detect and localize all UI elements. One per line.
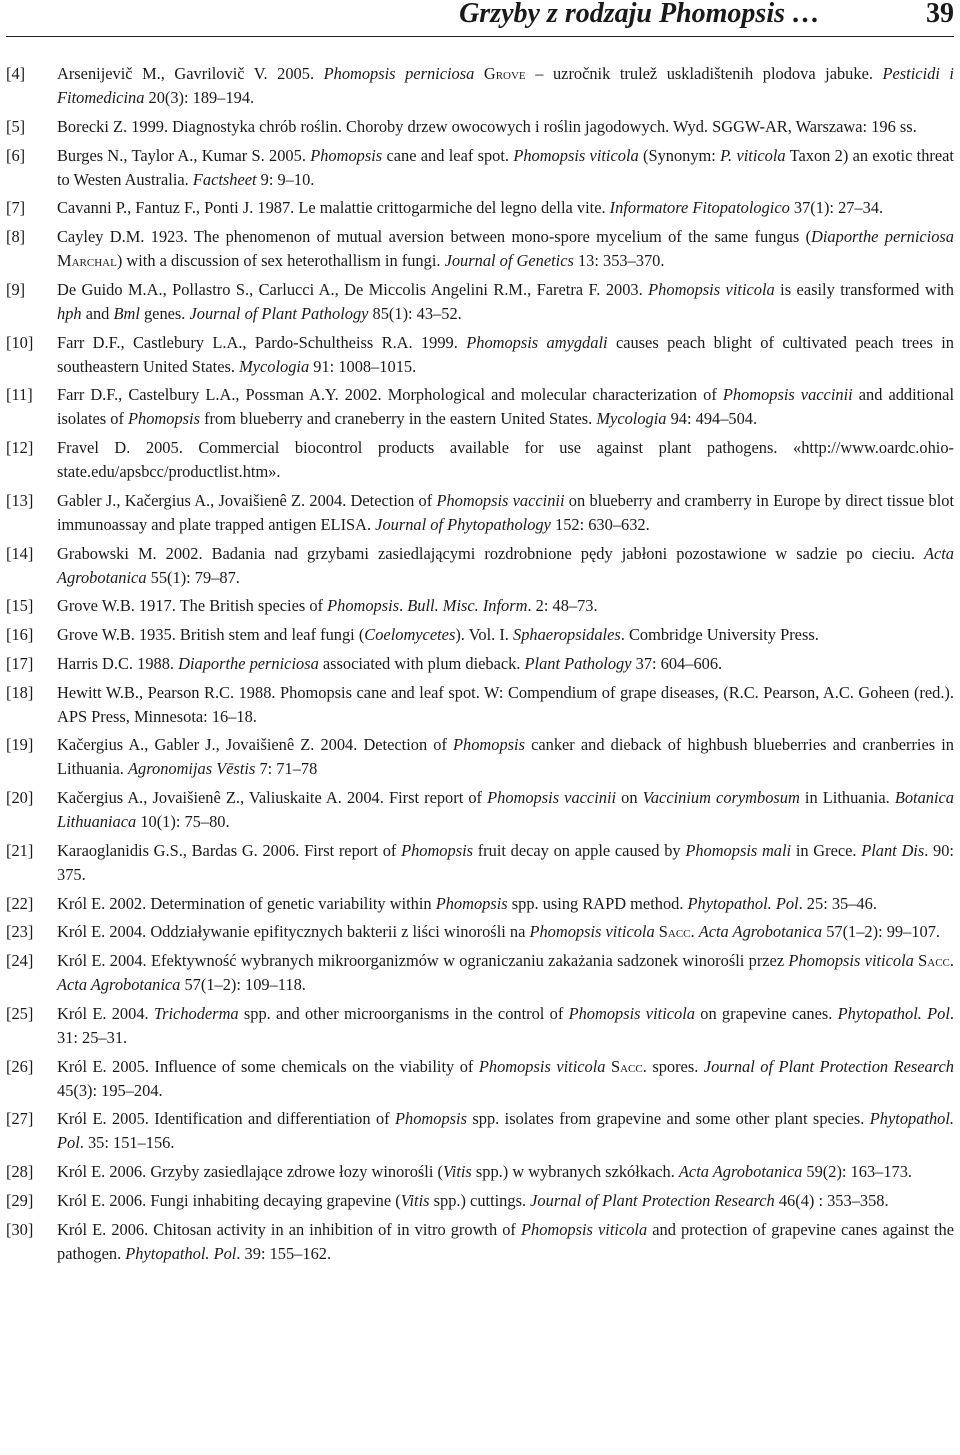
- header-rule: [6, 36, 954, 37]
- text-run: 20(3): 189–194.: [144, 88, 255, 107]
- italic-text: Journal of Plant Protection Research: [703, 1056, 954, 1076]
- italic-text: Phytopathol. Pol: [125, 1243, 237, 1263]
- reference-text: [57, 280, 954, 323]
- text-run: 13: 353–370.: [573, 251, 665, 270]
- italic-text: Acta Agrobotanica: [698, 922, 823, 942]
- text-run: in Lithuania.: [799, 788, 895, 807]
- italic-text: Phomopsis amygdali: [466, 332, 608, 352]
- italic-text: Vitis: [442, 1162, 472, 1181]
- text-run: Kačergius A., Jovaišienê Z., Valiuskaite A. 2004. First report of: [57, 788, 488, 807]
- text-run: 94: 494–504.: [666, 409, 758, 429]
- text-run: Burges N., Taylor A., Kumar S. 2005.: [57, 145, 311, 165]
- italic-text: Phomopsis viticola: [788, 951, 914, 970]
- italic-text: Acta Agrobotanica: [678, 1162, 803, 1181]
- text-run: 59(2): 163–173.: [802, 1162, 913, 1181]
- text-run: Król E. 2006. Fungi inhabiting decaying grapevine (: [57, 1190, 401, 1210]
- italic-text: Phytopathol. Pol: [837, 1003, 950, 1023]
- reference-number: [29]: [6, 1190, 34, 1210]
- text-run: associated with plum dieback.: [318, 653, 525, 673]
- text-run: spp. using RAPD method.: [507, 893, 688, 913]
- reference-item: [6, 1055, 954, 1103]
- text-run: .: [690, 922, 699, 942]
- italic-text: Phomopsis viticola: [529, 922, 655, 942]
- text-run: Król E. 2004.: [57, 1003, 154, 1023]
- reference-item: [6, 920, 954, 944]
- text-run: Grove W.B. 1935. British stem and leaf fungi (: [57, 625, 365, 644]
- text-run: spp.) w wybranych szkółkach.: [471, 1162, 679, 1181]
- text-run: . 39: 155–162.: [236, 1243, 332, 1263]
- reference-item: [6, 225, 954, 273]
- text-run: .: [399, 596, 408, 616]
- italic-text: Phomopsis: [128, 409, 200, 429]
- text-run: Fravel D. 2005. Commercial biocontrol products available for use against plant pathogens. «http://www.oardc.ohio-state.edu/apsbcc/productlist.htm».: [57, 438, 954, 481]
- reference-item: [6, 542, 954, 590]
- text-run: 57(1–2): 99–107.: [822, 922, 941, 942]
- reference-number: [18]: [6, 682, 34, 702]
- text-run: 45(3): 195–204.: [57, 1080, 163, 1100]
- reference-item: [6, 196, 954, 220]
- reference-text: [57, 198, 883, 217]
- reference-item: [6, 839, 954, 887]
- italic-text: Phomopsis viticola: [648, 279, 775, 299]
- text-run: Farr D.F., Castelbury L.A., Possman A.Y. 2002. Morphological and molecular characterization of: [57, 385, 723, 405]
- reference-text: [57, 841, 954, 884]
- italic-text: Journal of Genetics: [444, 251, 574, 270]
- small-caps-text: Sacc: [658, 922, 691, 942]
- text-run: is easily transformed with: [774, 279, 954, 299]
- italic-text: Phomopsis: [435, 893, 508, 913]
- reference-text: [57, 894, 877, 913]
- italic-text: Diaporthe perniciosa: [178, 653, 319, 673]
- italic-text: Phomopsis: [395, 1109, 467, 1129]
- reference-text: [57, 491, 954, 534]
- reference-text: [57, 625, 819, 644]
- reference-number: [27]: [6, 1109, 34, 1129]
- text-run: in Grece.: [791, 840, 862, 860]
- reference-number: [7]: [6, 198, 26, 218]
- reference-item: [6, 1107, 954, 1155]
- reference-item: [6, 594, 954, 618]
- reference-number: [19]: [6, 735, 34, 755]
- text-run: 9: 9–10.: [256, 169, 315, 189]
- text-run: 46(4) : 353–358.: [774, 1190, 889, 1210]
- running-header: [0, 0, 960, 34]
- reference-item: [6, 733, 954, 781]
- text-run: cane and leaf spot.: [382, 145, 514, 165]
- text-run: Grabowski M. 2002. Badania nad grzybami zasiedlającymi rozdrobnione pędy jabłoni pozostawione w sadzie po cieciu.: [57, 543, 924, 563]
- italic-text: Phytopathol. Pol: [57, 1109, 954, 1153]
- text-run: spp. and other microorganisms in the control of: [238, 1003, 569, 1023]
- italic-text: Trichoderma: [153, 1003, 239, 1023]
- text-run: Król E. 2006. Chitosan activity in an inhibition of in vitro growth of: [57, 1219, 521, 1239]
- italic-text: Phomopsis vaccinii: [487, 788, 617, 807]
- reference-item: [6, 1189, 954, 1213]
- italic-text: Phomopsis viticola: [520, 1219, 648, 1239]
- text-run: 37(1): 27–34.: [789, 198, 884, 218]
- italic-text: Journal of Plant Pathology: [189, 303, 369, 323]
- text-run: . 35: 151–156.: [79, 1133, 175, 1153]
- italic-text: Vaccinium corymbosum: [642, 788, 800, 807]
- text-run: . spores.: [642, 1056, 704, 1076]
- italic-text: Bml: [113, 303, 140, 323]
- reference-number: [24]: [6, 951, 34, 970]
- text-run: .: [949, 951, 954, 970]
- italic-text: Factsheet: [192, 169, 257, 189]
- reference-text: [57, 922, 940, 941]
- reference-text: [57, 683, 954, 726]
- italic-text: hph: [57, 303, 82, 323]
- reference-text: [57, 1162, 912, 1181]
- text-run: Borecki Z. 1999. Diagnostyka chrób roślin. Choroby drzew owocowych i roślin jagodowych. Wyd. SGGW-AR, Warszawa: 196 ss.: [57, 116, 917, 136]
- italic-text: Agronomijas Vēstis: [128, 759, 256, 779]
- text-run: 91: 1008–1015.: [309, 356, 417, 376]
- italic-text: Acta Agrobotanica: [57, 543, 954, 587]
- italic-text: Mycologia: [239, 356, 310, 376]
- italic-text: Phomopsis viticola: [568, 1003, 695, 1023]
- italic-text: Phytopathol. Pol: [687, 893, 799, 913]
- reference-text: [57, 1191, 889, 1210]
- reference-item: [6, 652, 954, 676]
- text-run: Król E. 2004. Efektywność wybranych mikroorganizmów w ograniczaniu zakażania sadzonek winorośli przez: [57, 951, 789, 970]
- reference-item: [6, 278, 954, 326]
- reference-number: [22]: [6, 893, 34, 913]
- italic-text: Journal of Plant Protection Research: [530, 1190, 775, 1210]
- text-run: and additional isolates of: [57, 385, 954, 429]
- text-run: fruit decay on apple caused by: [473, 840, 686, 860]
- italic-text: Phomopsis: [401, 840, 474, 860]
- reference-item: [6, 436, 954, 484]
- reference-number: [11]: [6, 385, 33, 405]
- italic-text: Phomopsis: [310, 145, 383, 165]
- text-run: spp.) cuttings.: [429, 1190, 531, 1210]
- text-run: Król E. 2002. Determination of genetic variability within: [57, 893, 436, 913]
- reference-item: [6, 1218, 954, 1266]
- reference-item: [6, 115, 954, 139]
- text-run: Król E. 2004. Oddziaływanie epifitycznych bakterii z liści winorośli na: [57, 922, 530, 942]
- reference-number: [30]: [6, 1219, 34, 1239]
- reference-number: [6]: [6, 145, 26, 165]
- italic-text: Plant Pathology: [524, 653, 632, 673]
- text-run: canker and dieback of highbush blueberries and cranberries in Lithuania.: [57, 735, 954, 779]
- italic-text: Phomopsis: [453, 735, 525, 755]
- italic-text: Phomopsis vaccinii: [722, 385, 853, 405]
- page-number: 39: [926, 0, 954, 29]
- reference-text: [57, 438, 954, 481]
- text-run: genes.: [139, 303, 190, 323]
- italic-text: Pesticidi i Fitomedicina: [57, 64, 954, 107]
- reference-text: [57, 735, 954, 778]
- text-run: Cayley D.M. 1923. The phenomenon of mutual aversion between mono-spore mycelium of the same fungus (: [57, 227, 812, 246]
- reference-list: [6, 62, 954, 1270]
- text-run: De Guido M.A., Pollastro S., Carlucci A., De Miccolis Angelini R.M., Faretra F. 2003.: [57, 279, 649, 299]
- reference-number: [26]: [6, 1056, 34, 1076]
- reference-item: [6, 623, 954, 647]
- reference-text: [57, 227, 954, 270]
- italic-text: Informatore Fitopatologico: [609, 198, 790, 218]
- italic-text: Mycologia: [596, 409, 667, 429]
- italic-text: Acta Agrobotanica: [57, 975, 181, 994]
- text-run: spp. isolates from grapevine and some other plant species.: [466, 1109, 870, 1129]
- text-run: Król E. 2006. Grzyby zasiedlające zdrowe łozy winorośli (: [57, 1162, 443, 1181]
- reference-item: [6, 489, 954, 537]
- text-run: Kačergius A., Gabler J., Jovaišienê Z. 2004. Detection of: [57, 735, 454, 755]
- reference-item: [6, 786, 954, 834]
- reference-text: [57, 654, 722, 673]
- text-run: . 90: 375.: [57, 840, 954, 884]
- reference-number: [15]: [6, 596, 34, 616]
- reference-text: [57, 385, 954, 428]
- italic-text: Phomopsis viticola: [513, 145, 639, 165]
- text-run: Gabler J., Kačergius A., Jovaišienê Z. 2004. Detection of: [57, 490, 437, 510]
- reference-number: [23]: [6, 922, 34, 942]
- reference-text: [57, 117, 917, 136]
- text-run: Arsenijevič M., Gavrilovič V. 2005.: [57, 64, 324, 83]
- text-run: Cavanni P., Fantuz F., Ponti J. 1987. Le malattie crittogarmiche del legno della vite.: [57, 198, 610, 218]
- reference-text: [57, 951, 954, 994]
- text-run: on grapevine canes.: [694, 1003, 838, 1023]
- text-run: ). Vol. I.: [455, 625, 514, 644]
- text-run: from blueberry and craneberry in the eastern United States.: [199, 409, 597, 429]
- reference-number: [20]: [6, 788, 34, 807]
- text-run: . Combridge University Press.: [620, 625, 819, 644]
- text-run: . 31: 25–31.: [57, 1003, 955, 1047]
- reference-number: [14]: [6, 543, 34, 563]
- text-run: 55(1): 79–87.: [146, 567, 240, 587]
- text-run: (Synonym:: [638, 145, 721, 165]
- italic-text: Bull. Misc. Inform: [407, 596, 528, 616]
- reference-number: [5]: [6, 116, 26, 136]
- reference-item: [6, 949, 954, 997]
- text-run: 10(1): 75–80.: [136, 812, 230, 831]
- text-run: . 2: 48–73.: [527, 596, 598, 616]
- reference-item: [6, 1160, 954, 1184]
- text-run: causes peach blight of cultivated peach trees in southeastern United States.: [57, 332, 954, 376]
- text-run: 37: 604–606.: [631, 653, 723, 673]
- text-run: and protection of grapevine canes against the pathogen.: [57, 1219, 954, 1263]
- reference-number: [28]: [6, 1162, 34, 1181]
- reference-text: [57, 333, 954, 376]
- reference-text: [57, 1220, 954, 1263]
- text-run: – uzročnik trulež uskladištenih plodova jabuke.: [525, 64, 883, 83]
- italic-text: Phomopsis viticola: [478, 1056, 606, 1076]
- text-run: Karaoglanidis G.S., Bardas G. 2006. First report of: [57, 840, 402, 860]
- small-caps-text: Sacc: [610, 1056, 643, 1076]
- italic-text: Coelomycetes: [364, 625, 456, 644]
- text-run: and: [81, 303, 114, 323]
- reference-text: [57, 1109, 954, 1152]
- reference-number: [16]: [6, 625, 34, 644]
- reference-item: [6, 383, 954, 431]
- reference-number: [8]: [6, 227, 26, 246]
- text-run: 85(1): 43–52.: [368, 303, 462, 323]
- small-caps-text: Marchal: [57, 251, 117, 270]
- italic-text: Vitis: [400, 1190, 430, 1210]
- text-run: Farr D.F., Castlebury L.A., Pardo-Schultheiss R.A. 1999.: [57, 332, 467, 352]
- text-run: 7: 71–78: [255, 759, 318, 779]
- reference-text: [57, 596, 598, 615]
- text-run: Grove W.B. 1917. The British species of: [57, 596, 328, 616]
- text-run: Harris D.C. 1988.: [57, 653, 179, 673]
- italic-text: Plant Dis: [861, 840, 925, 860]
- italic-text: Diaporthe perniciosa: [811, 227, 954, 246]
- reference-item: [6, 62, 954, 110]
- text-run: on: [616, 788, 643, 807]
- text-run: on blueberry and cramberry in Europe by direct tissue blot immunoassay and plate trapped antigen ELISA.: [57, 490, 954, 534]
- reference-text: [57, 64, 954, 107]
- italic-text: Phomopsis mali: [685, 840, 792, 860]
- text-run: Taxon 2) an exotic threat to Westen Australia.: [57, 145, 954, 189]
- reference-number: [4]: [6, 64, 26, 83]
- reference-item: [6, 1002, 954, 1050]
- text-run: 57(1–2): 109–118.: [180, 975, 306, 994]
- reference-item: [6, 681, 954, 729]
- italic-text: Sphaeropsidales: [513, 625, 621, 644]
- reference-number: [17]: [6, 653, 34, 673]
- reference-item: [6, 331, 954, 379]
- reference-item: [6, 892, 954, 916]
- italic-text: P. viticola: [720, 145, 786, 165]
- reference-number: [9]: [6, 279, 26, 299]
- italic-text: Phomopsis: [327, 596, 400, 616]
- italic-text: Phomopsis perniciosa: [323, 64, 475, 83]
- italic-text: Botanica Lithuaniaca: [57, 788, 954, 831]
- italic-text: Phomopsis vaccinii: [436, 490, 565, 510]
- reference-number: [12]: [6, 438, 34, 457]
- small-caps-text: Grove: [483, 64, 526, 83]
- text-run: Król E. 2005. Identification and differentiation of: [57, 1109, 396, 1129]
- reference-number: [21]: [6, 840, 34, 860]
- reference-number: [25]: [6, 1003, 34, 1023]
- reference-text: [57, 1004, 954, 1047]
- text-run: 152: 630–632.: [550, 514, 650, 534]
- small-caps-text: Sacc: [918, 951, 950, 970]
- reference-text: [57, 146, 954, 189]
- italic-text: Journal of Phytopathology: [375, 514, 551, 534]
- reference-text: [57, 788, 954, 831]
- reference-number: [13]: [6, 490, 34, 510]
- text-run: . 25: 35–46.: [798, 893, 877, 913]
- text-run: Hewitt W.B., Pearson R.C. 1988. Phomopsis cane and leaf spot. W: Compendium of grape diseases, (R.C. Pearson, A.C. Goheen (red.). APS Press, Minnesota: 16–18.: [57, 682, 954, 726]
- reference-number: [10]: [6, 332, 34, 352]
- text-run: [474, 64, 484, 83]
- reference-text: [57, 544, 954, 587]
- reference-item: [6, 144, 954, 192]
- reference-text: [57, 1057, 954, 1100]
- running-title: Grzyby z rodzaju Phomopsis …: [459, 0, 820, 29]
- text-run: Król E. 2005. Influence of some chemicals on the viability of: [57, 1056, 479, 1076]
- text-run: ) with a discussion of sex heterothallism in fungi.: [116, 251, 445, 270]
